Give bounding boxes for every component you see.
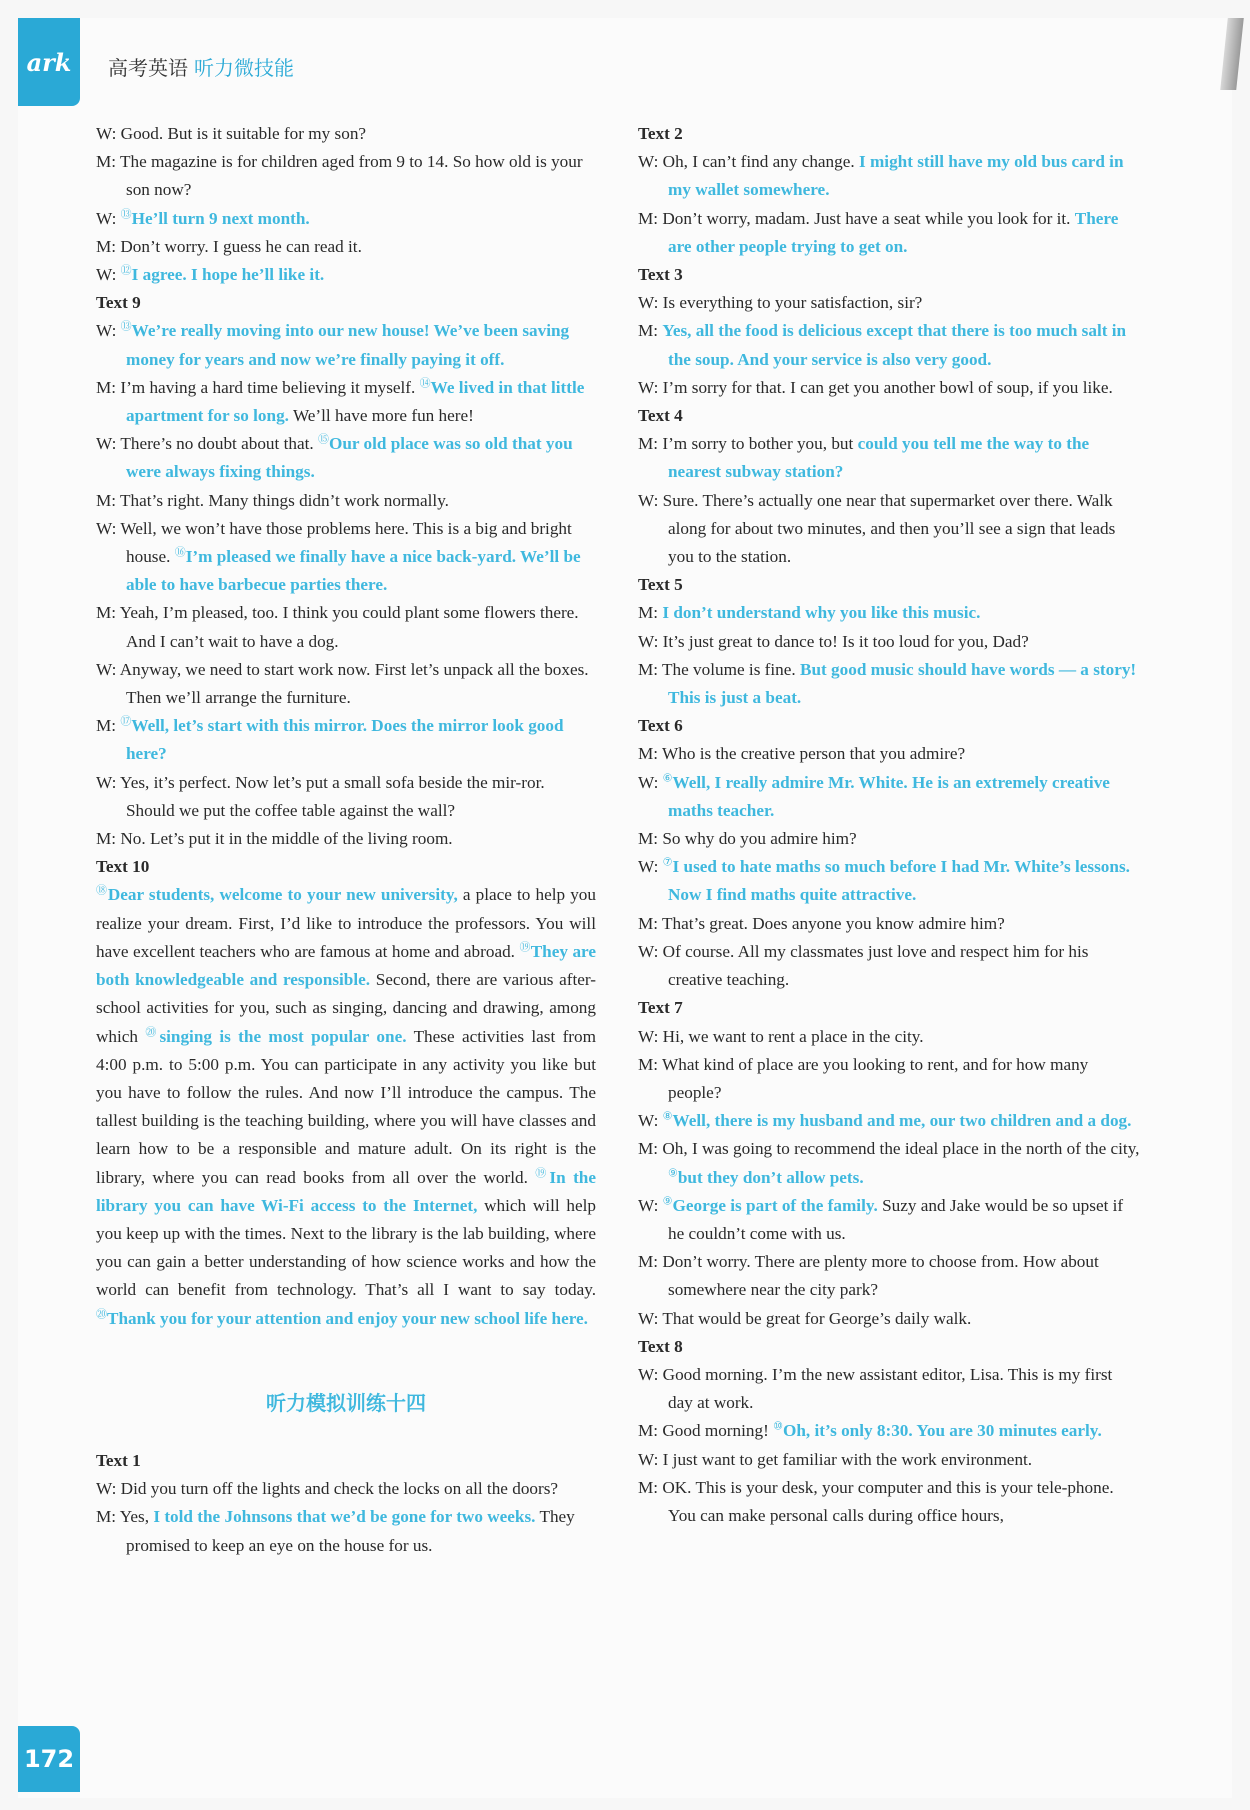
answer-highlight: I agree. I hope he’ll like it. — [131, 265, 325, 285]
text-heading: Text 10 — [96, 857, 150, 877]
dialogue-line: W: Anyway, we need to start work now. First let’s unpack all the boxes. Then we’ll arrange the furniture. — [96, 659, 589, 708]
dialogue-line: W: Yes, it’s perfect. Now let’s put a small sofa beside the mir-ror. Should we put the coffee table against the wall? — [96, 772, 545, 820]
dialogue-line: M: I’m having a hard time believing it myself. ⑭We lived in that little apartment for so long. We’ll have more fun here! — [96, 377, 585, 426]
dialogue-line: M: Who is the creative person that you admire? — [638, 744, 966, 764]
dialogue-line: W: I just want to get familiar with the work environment. — [638, 1449, 1033, 1469]
answer-highlight: But good music should have words — a story! This is just a beat. — [668, 659, 1137, 708]
dialogue-line: M: So why do you admire him? — [638, 829, 857, 849]
dialogue-line: W: ⑧Well, there is my husband and me, our two children and a dog. — [638, 1110, 1132, 1131]
answer-highlight: I told the Johnsons that we’d be gone for two weeks. — [153, 1507, 536, 1527]
text-heading: Text 2 — [638, 124, 683, 143]
book-subtitle: 听力微技能 — [194, 56, 294, 80]
text-heading: Text 8 — [638, 1336, 683, 1356]
answer-highlight: Yes, all the food is delicious except that there is too much salt in the soup. And your service is also very good. — [662, 321, 1127, 369]
dialogue-line: M: The volume is fine. But good music should have words — a story! This is just a beat. — [638, 659, 1137, 708]
dialogue-line: W: Hi, we want to rent a place in the city. — [638, 1026, 924, 1046]
dialogue-line: M: No. Let’s put it in the middle of the living room. — [96, 829, 453, 849]
answer-highlight: Oh, it’s only 8:30. You are 30 minutes early. — [782, 1421, 1102, 1441]
answer-highlight: He’ll turn 9 next month. — [131, 208, 310, 228]
dialogue-line: W: Is everything to your satisfaction, sir? — [638, 293, 923, 313]
dialogue-line: M: That’s great. Does anyone you know admire him? — [638, 913, 1005, 933]
dialogue-line: M: ⑰Well, let’s start with this mirror. Does the mirror look good here? — [96, 715, 564, 764]
dialogue-line: M: Yes, all the food is delicious except that there is too much salt in the soup. And your service is also very good. — [638, 321, 1127, 369]
dialogue-line: W: Good. But is it suitable for my son? — [96, 124, 367, 143]
page-number: 172 — [23, 1745, 75, 1773]
text-heading: Text 1 — [96, 1450, 141, 1470]
dialogue-line: M: Don’t worry. I guess he can read it. — [96, 236, 362, 256]
dialogue-line: W: Of course. All my classmates just love and respect him for his creative teaching. — [638, 941, 1089, 990]
text-heading: Text 4 — [638, 406, 683, 426]
answer-highlight: I used to hate maths so much before I had Mr. White’s lessons. Now I find maths quite attractive. — [668, 857, 1130, 905]
answer-highlight: I don’t understand why you like this music. — [662, 603, 981, 623]
answer-highlight: We’re really moving into our new house! We’ve been saving money for years and now we’re finally paying it off. — [126, 321, 570, 369]
dialogue-line: W: Good morning. I’m the new assistant editor, Lisa. This is my first day at work. — [638, 1364, 1113, 1413]
answer-highlight: Well, there is my husband and me, our two children and a dog. — [672, 1111, 1132, 1131]
page-number-badge — [18, 1726, 80, 1792]
dialogue-line: W: There’s no doubt about that. ⑮Our old place was so old that you were always fixing things. — [96, 433, 573, 482]
logo — [18, 18, 80, 106]
dialogue-line: W: ⑬We’re really moving into our new house! We’ve been saving money for years and now we’re finally paying it off. — [96, 320, 570, 369]
answer-highlight: We lived in that little apartment for so long. — [126, 377, 585, 426]
dialogue-line: W: I’m sorry for that. I can get you another bowl of soup, if you like. — [638, 377, 1113, 397]
dialogue-line: M: That’s right. Many things didn’t work normally. — [96, 490, 449, 510]
text-heading: Text 5 — [638, 575, 683, 595]
dialogue-line: W: ⑥Well, I really admire Mr. White. He is an extremely creative maths teacher. — [638, 771, 1110, 820]
answer-highlight: George is part of the family. — [672, 1195, 878, 1215]
answer-highlight: Thank you for your attention and enjoy your new school life here. — [107, 1308, 588, 1328]
monologue-paragraph: ⑱Dear students, welcome to your new university, a place to help you realize your dream. First, I’d like to introduce the professors. You will have excellent teachers who are famous at home and abroad. ⑲They are both knowledgeable and responsible. Second, there are various after-school activities for you, such as singing, dancing and drawing, among which ⑳singing is the most popular one. These activities last from 4:00 p.m. to 5:00 p.m. You can participate in any activity you like but you have to follow the rules. And now I’ll introduce the campus. The tallest building is the teaching building, where you will have classes and learn how to be a responsible and mature adult. On its right is the library, where you can read books from all over the world. ⑲In the library you can have Wi-Fi access to the Internet, which will help you keep up with the times. Next to the library is the lab building, where you can gain a better understanding of how science works and how the world can benefit from technology. That’s all I want to say today. ⑳Thank you for your attention and enjoy your new school life here. — [96, 884, 596, 1328]
dialogue-line: M: Oh, I was going to recommend the ideal place in the north of the city, ⑨but they don’t allow pets. — [638, 1139, 1140, 1187]
dialogue-line: M: Yeah, I’m pleased, too. I think you could plant some flowers there. And I can’t wait to have a dog. — [96, 603, 579, 651]
dialogue-line: W: It’s just great to dance to! Is it too loud for you, Dad? — [638, 631, 1029, 651]
dialogue-line: M: I’m sorry to bother you, but could you tell me the way to the nearest subway station? — [638, 434, 1090, 482]
answer-highlight: Well, I really admire Mr. White. He is an extremely creative maths teacher. — [668, 772, 1110, 820]
answer-highlight: Dear students, welcome to your new university, — [107, 885, 458, 905]
dialogue-line: W: ⑦I used to hate maths so much before I had Mr. White’s lessons. Now I find maths quite attractive. — [638, 856, 1130, 905]
section-spacer — [96, 1333, 596, 1389]
dialogue-line: W: Well, we won’t have those problems here. This is a big and bright house. ⑯I’m pleased we finally have a nice back-yard. We’ll be able to have barbecue parties there. — [96, 518, 581, 595]
text-heading: Text 9 — [96, 293, 141, 313]
answer-highlight: could you tell me the way to the nearest subway station? — [668, 434, 1090, 482]
answer-highlight: There are other people trying to get on. — [668, 208, 1119, 256]
dialogue-line: W: Oh, I can’t find any change. I might still have my old bus card in my wallet somewhere. — [638, 152, 1124, 200]
book-title: 高考英语 — [108, 56, 188, 80]
header-title — [108, 52, 294, 81]
text-heading: Text 7 — [638, 998, 683, 1018]
answer-highlight: Our old place was so old that you were always fixing things. — [126, 434, 573, 482]
left-column — [96, 120, 596, 1560]
dialogue-line: W: That would be great for George’s daily walk. — [638, 1308, 972, 1328]
dialogue-line: M: What kind of place are you looking to rent, and for how many people? — [638, 1054, 1089, 1102]
answer-highlight: I’m pleased we finally have a nice back-yard. We’ll be able to have barbecue parties there. — [126, 547, 581, 595]
dialogue-line: W: ⑬He’ll turn 9 next month. — [96, 207, 310, 228]
answer-highlight: but they don’t allow pets. — [677, 1167, 864, 1187]
section-title: 听力模拟训练十四 — [266, 1390, 426, 1415]
logo-text: ark — [26, 47, 72, 77]
dialogue-line: W: Sure. There’s actually one near that supermarket over there. Walk along for about two minutes, and then you’ll see a sign that leads you to the station. — [638, 490, 1116, 567]
dialogue-line: M: I don’t understand why you like this music. — [638, 603, 981, 623]
answer-highlight: I might still have my old bus card in my wallet somewhere. — [668, 152, 1124, 200]
text-heading: Text 3 — [638, 265, 683, 285]
answer-highlight: singing is the most popular one. — [159, 1026, 407, 1046]
dialogue-line: M: Don’t worry. There are plenty more to choose from. How about somewhere near the city park? — [638, 1252, 1099, 1300]
dialogue-line: W: Did you turn off the lights and check the locks on all the doors? — [96, 1479, 559, 1499]
dialogue-line: M: Good morning! ⑩Oh, it’s only 8:30. You are 30 minutes early. — [638, 1420, 1102, 1441]
dialogue-line: M: OK. This is your desk, your computer and this is your tele-phone. You can make personal calls during office hours, — [638, 1477, 1114, 1525]
dialogue-line: M: Don’t worry, madam. Just have a seat while you look for it. There are other people trying to get on. — [638, 208, 1119, 256]
text-heading: Text 6 — [638, 716, 683, 736]
dialogue-line: M: The magazine is for children aged from 9 to 14. So how old is your son now? — [96, 152, 583, 200]
dialogue-line: W: ⑨George is part of the family. Suzy and Jake would be so upset if he couldn’t come with us. — [638, 1194, 1124, 1243]
answer-highlight: They are both knowledgeable and responsible. — [96, 941, 596, 990]
dialogue-line: W: ⑫I agree. I hope he’ll like it. — [96, 264, 325, 285]
answer-highlight: In the library you can have Wi-Fi access to the Internet, — [96, 1167, 596, 1215]
answer-highlight: Well, let’s start with this mirror. Does the mirror look good here? — [126, 716, 564, 764]
dialogue-line: M: Yes, I told the Johnsons that we’d be gone for two weeks. They promised to keep an eye on the house for us. — [96, 1507, 575, 1555]
right-column — [638, 120, 1140, 1530]
